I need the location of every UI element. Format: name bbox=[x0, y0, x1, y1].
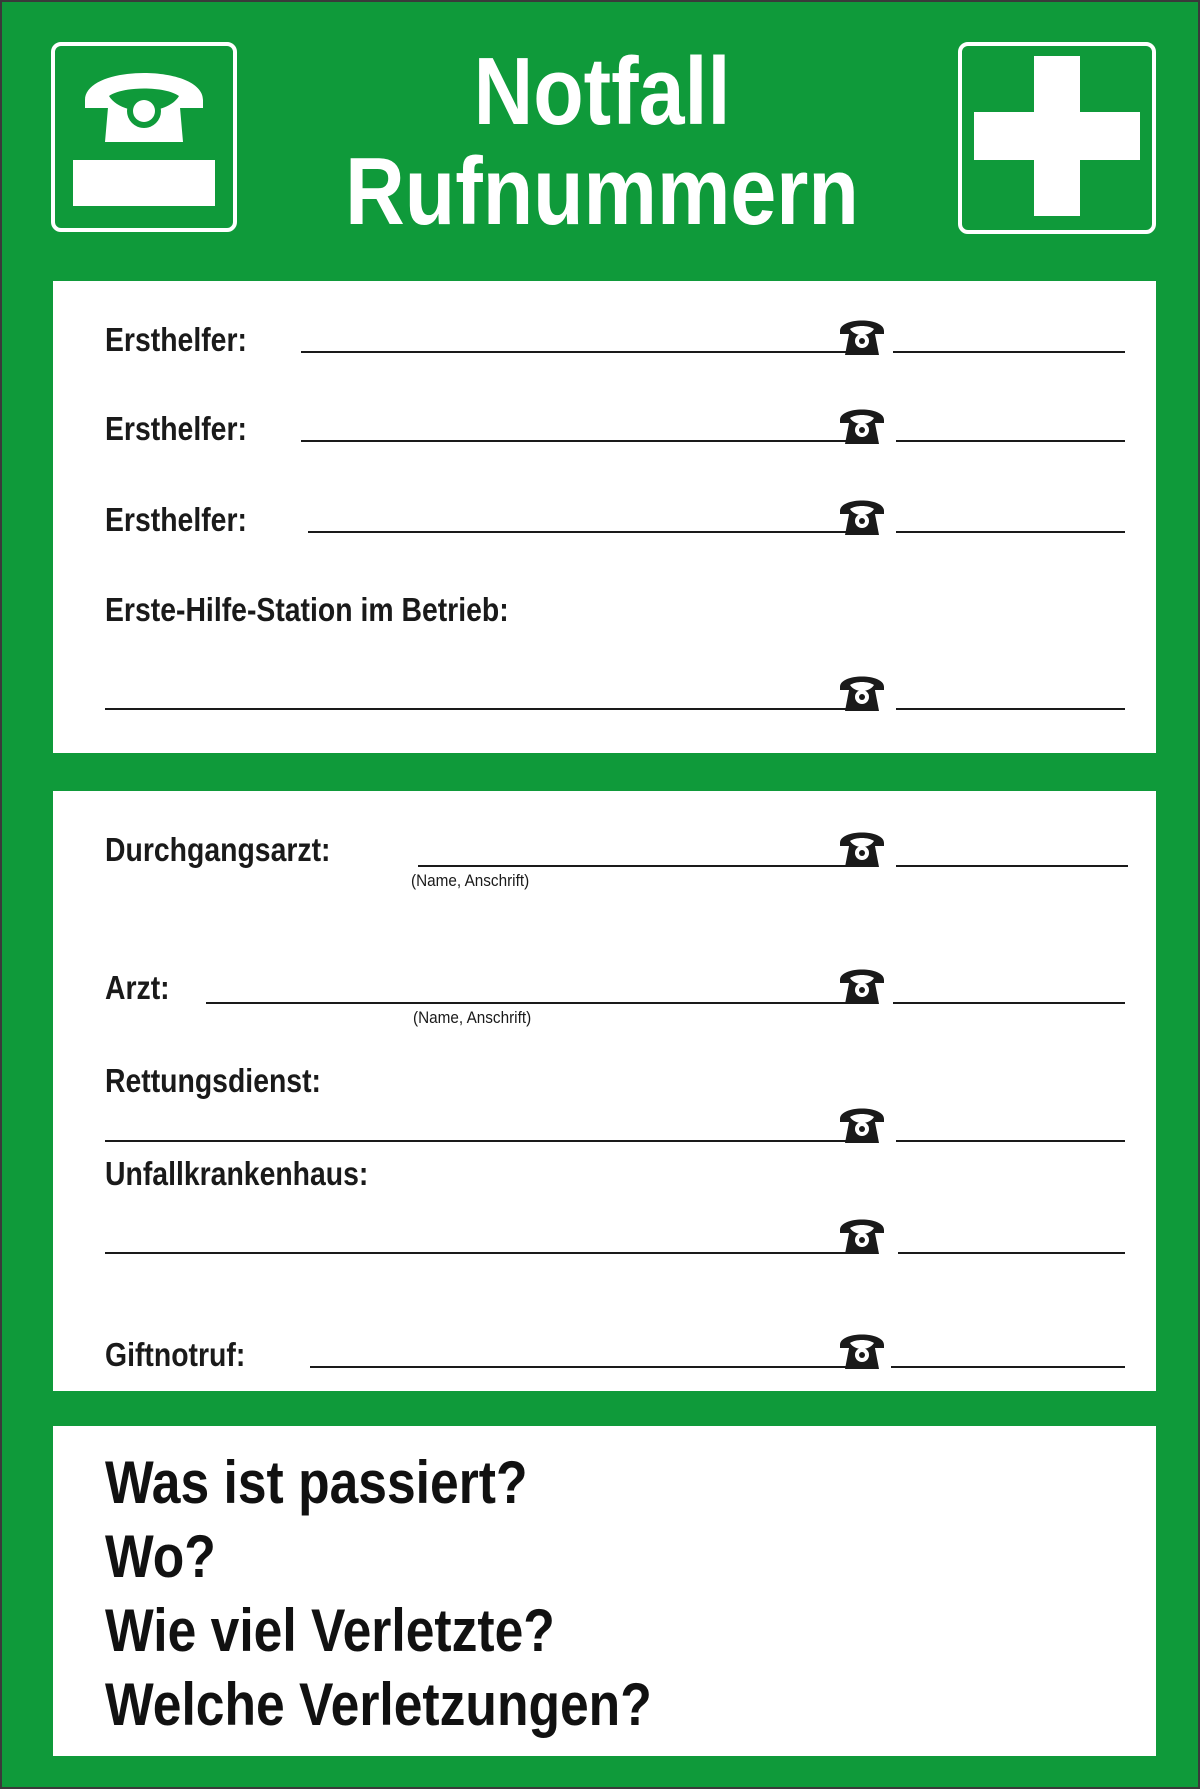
telephone-icon bbox=[837, 1103, 887, 1145]
name-line bbox=[310, 1366, 871, 1368]
phone-line bbox=[896, 708, 1125, 710]
first-aid-contacts-panel bbox=[53, 281, 1156, 753]
sign-title-line-1: Notfall bbox=[473, 38, 731, 145]
telephone-sign-icon bbox=[51, 42, 237, 232]
phone-line bbox=[893, 351, 1125, 353]
first-aid-station-label: Erste-Hilfe-Station im Betrieb: bbox=[105, 591, 509, 628]
telephone-icon bbox=[837, 315, 887, 357]
question-what-happened: Was ist passiert? bbox=[105, 1449, 528, 1516]
station-line bbox=[105, 708, 871, 710]
telephone-icon bbox=[837, 827, 887, 869]
unfallkrankenhaus-label: Unfallkrankenhaus: bbox=[105, 1155, 369, 1192]
name-line bbox=[418, 865, 871, 867]
telephone-icon bbox=[837, 1214, 887, 1256]
first-aid-cross-icon bbox=[962, 46, 1152, 230]
telephone-icon bbox=[837, 495, 887, 537]
phone-line bbox=[898, 1252, 1125, 1254]
name-line bbox=[301, 351, 871, 353]
phone-line bbox=[896, 1140, 1125, 1142]
phone-line bbox=[893, 1002, 1125, 1004]
telephone-icon bbox=[837, 404, 887, 446]
question-how-many-injured: Wie viel Verletzte? bbox=[105, 1597, 555, 1664]
hospital-line bbox=[105, 1252, 871, 1254]
telephone-icon bbox=[837, 964, 887, 1006]
phone-line bbox=[896, 440, 1125, 442]
phone-line bbox=[896, 865, 1128, 867]
name-line bbox=[206, 1002, 871, 1004]
phone-line bbox=[891, 1366, 1125, 1368]
first-aider-label: Ersthelfer: bbox=[105, 410, 247, 447]
doctors-contacts-panel bbox=[53, 791, 1156, 1391]
telephone-icon bbox=[837, 1329, 887, 1371]
sign-title-line-2: Rufnummern bbox=[345, 138, 859, 245]
questions-panel bbox=[53, 1426, 1156, 1756]
name-address-hint: (Name, Anschrift) bbox=[411, 871, 530, 890]
name-line bbox=[308, 531, 871, 533]
question-which-injuries: Welche Verletzungen? bbox=[105, 1671, 652, 1738]
telephone-icon bbox=[837, 671, 887, 713]
first-aider-label: Ersthelfer: bbox=[105, 501, 247, 538]
question-where: Wo? bbox=[105, 1523, 216, 1590]
first-aider-label: Ersthelfer: bbox=[105, 321, 247, 358]
giftnotruf-label: Giftnotruf: bbox=[105, 1336, 246, 1373]
name-address-hint: (Name, Anschrift) bbox=[413, 1008, 532, 1027]
rettungsdienst-label: Rettungsdienst: bbox=[105, 1062, 322, 1099]
arzt-label: Arzt: bbox=[105, 969, 170, 1006]
name-line bbox=[301, 440, 871, 442]
durchgangsarzt-label: Durchgangsarzt: bbox=[105, 831, 331, 868]
service-line bbox=[105, 1140, 871, 1142]
first-aid-sign-icon bbox=[958, 42, 1156, 234]
telephone-icon bbox=[55, 46, 233, 228]
phone-line bbox=[896, 531, 1125, 533]
